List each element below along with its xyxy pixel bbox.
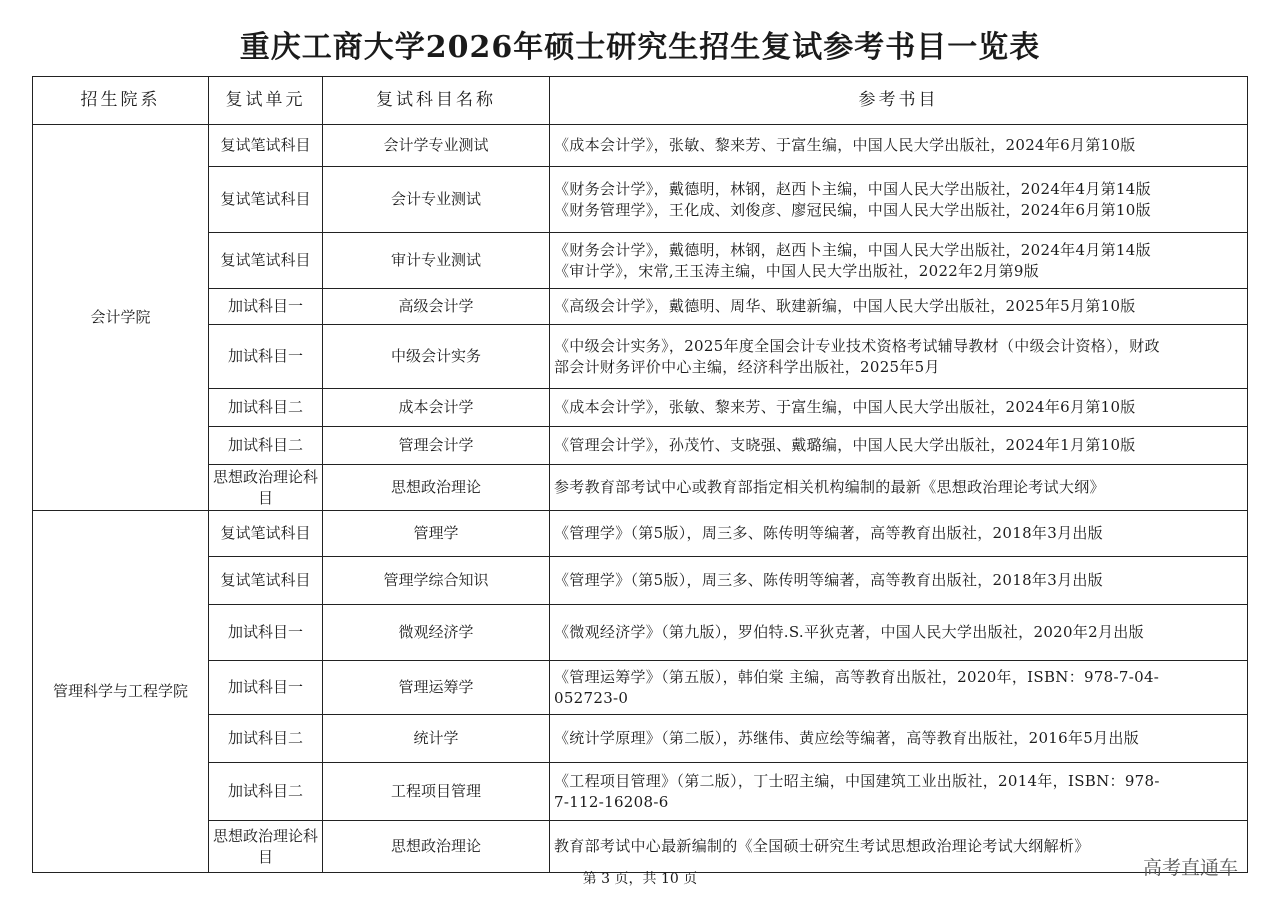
table-row bbox=[33, 427, 1248, 465]
book-line: 《统计学原理》（第二版），苏继伟、黄应绘等编著，高等教育出版社，2016年5月出版 bbox=[554, 729, 1140, 747]
unit-cell: 加试科目一 bbox=[209, 289, 323, 325]
subject-cell: 思想政治理论 bbox=[323, 821, 550, 873]
table-row bbox=[33, 661, 1248, 715]
table-row bbox=[33, 167, 1248, 233]
unit-cell: 复试笔试科目 bbox=[209, 233, 323, 289]
header-subject: 复试科目名称 bbox=[323, 77, 550, 125]
book-line: 《工程项目管理》（第二版），丁士昭主编，中国建筑工业出版社，2014年，ISBN：978- bbox=[554, 771, 1160, 790]
reference-books-table bbox=[32, 76, 1248, 873]
table-row bbox=[33, 389, 1248, 427]
book-line: 《微观经济学》（第九版），罗伯特.S.平狄克著，中国人民大学出版社，2020年2月出版 bbox=[554, 623, 1144, 641]
subject-cell: 高级会计学 bbox=[323, 289, 550, 325]
book-line: 《中级会计实务》，2025年度全国会计专业技术资格考试辅导教材（中级会计资格），财政 bbox=[554, 336, 1160, 355]
subject-cell: 审计专业测试 bbox=[323, 233, 550, 289]
unit-cell: 复试笔试科目 bbox=[209, 557, 323, 605]
subject-cell: 会计学专业测试 bbox=[323, 125, 550, 167]
books-cell bbox=[550, 465, 1248, 511]
book-line: 部会计财务评价中心主编，经济科学出版社，2025年5月 bbox=[554, 357, 940, 376]
book-line: 《财务会计学》，戴德明，林钢，赵西卜主编，中国人民大学出版社，2024年4月第14版 bbox=[554, 179, 1151, 198]
unit-cell: 加试科目二 bbox=[209, 715, 323, 763]
unit-cell: 加试科目二 bbox=[209, 763, 323, 821]
books-cell bbox=[550, 289, 1248, 325]
table-row bbox=[33, 289, 1248, 325]
table-row bbox=[33, 233, 1248, 289]
table-row bbox=[33, 465, 1248, 511]
watermark: 高考直通车 bbox=[1143, 857, 1239, 879]
table-row bbox=[33, 763, 1248, 821]
header-college: 招生院系 bbox=[33, 77, 209, 125]
unit-cell: 复试笔试科目 bbox=[209, 167, 323, 233]
unit-cell: 加试科目一 bbox=[209, 605, 323, 661]
subject-cell: 管理学综合知识 bbox=[323, 557, 550, 605]
subject-cell: 工程项目管理 bbox=[323, 763, 550, 821]
unit-cell: 复试笔试科目 bbox=[209, 125, 323, 167]
books-cell bbox=[550, 125, 1248, 167]
book-line: 《审计学》，宋常,王玉涛主编，中国人民大学出版社，2022年2月第9版 bbox=[554, 261, 1040, 280]
college-cell: 管理科学与工程学院 bbox=[33, 511, 209, 873]
book-line: 7-112-16208-6 bbox=[554, 792, 669, 811]
books-cell bbox=[550, 167, 1248, 233]
page-footer: 第 3 页，共 10 页 bbox=[582, 871, 698, 887]
book-line: 《高级会计学》，戴德明、周华、耿建新编，中国人民大学出版社，2025年5月第10版 bbox=[554, 297, 1136, 315]
table-row bbox=[33, 821, 1248, 873]
books-cell bbox=[550, 427, 1248, 465]
page-title: 重庆工商大学2026年硕士研究生招生复试参考书目一览表 bbox=[239, 30, 1041, 65]
subject-cell: 会计专业测试 bbox=[323, 167, 550, 233]
unit-cell: 加试科目一 bbox=[209, 661, 323, 715]
table-row bbox=[33, 325, 1248, 389]
subject-cell: 管理学 bbox=[323, 511, 550, 557]
books-cell bbox=[550, 715, 1248, 763]
unit-cell: 思想政治理论科目 bbox=[209, 465, 323, 511]
subject-cell: 微观经济学 bbox=[323, 605, 550, 661]
book-line: 《管理运筹学》（第五版），韩伯棠 主编，高等教育出版社，2020年，ISBN：978-7-04- bbox=[554, 667, 1160, 686]
books-cell bbox=[550, 233, 1248, 289]
unit-cell: 思想政治理论科目 bbox=[209, 821, 323, 873]
books-cell bbox=[550, 661, 1248, 715]
table-row bbox=[33, 125, 1248, 167]
book-line: 教育部考试中心最新编制的《全国硕士研究生考试思想政治理论考试大纲解析》 bbox=[554, 837, 1090, 855]
subject-cell: 管理会计学 bbox=[323, 427, 550, 465]
unit-cell: 加试科目二 bbox=[209, 427, 323, 465]
table-row bbox=[33, 557, 1248, 605]
table-body bbox=[33, 125, 1248, 873]
unit-cell: 加试科目二 bbox=[209, 389, 323, 427]
books-cell bbox=[550, 511, 1248, 557]
books-cell bbox=[550, 605, 1248, 661]
subject-cell: 统计学 bbox=[323, 715, 550, 763]
book-line: 《财务会计学》，戴德明，林钢，赵西卜主编，中国人民大学出版社，2024年4月第14版 bbox=[554, 240, 1151, 259]
college-cell: 会计学院 bbox=[33, 125, 209, 511]
book-line: 《成本会计学》，张敏、黎来芳、于富生编，中国人民大学出版社，2024年6月第10版 bbox=[554, 136, 1136, 154]
header-unit: 复试单元 bbox=[209, 77, 323, 125]
book-line: 《管理学》（第5版），周三多、陈传明等编著，高等教育出版社，2018年3月出版 bbox=[554, 524, 1103, 542]
subject-cell: 管理运筹学 bbox=[323, 661, 550, 715]
header-books: 参考书目 bbox=[550, 77, 1248, 125]
book-line: 《管理会计学》，孙茂竹、支晓强、戴璐编，中国人民大学出版社，2024年1月第10版 bbox=[554, 436, 1136, 454]
table-row bbox=[33, 715, 1248, 763]
book-line: 《成本会计学》，张敏、黎来芳、于富生编，中国人民大学出版社，2024年6月第10版 bbox=[554, 398, 1136, 416]
unit-cell: 加试科目一 bbox=[209, 325, 323, 389]
book-line: 《财务管理学》，王化成、刘俊彦、廖冠民编，中国人民大学出版社，2024年6月第10版 bbox=[554, 200, 1151, 219]
unit-cell: 复试笔试科目 bbox=[209, 511, 323, 557]
subject-cell: 成本会计学 bbox=[323, 389, 550, 427]
books-cell bbox=[550, 325, 1248, 389]
table-row bbox=[33, 605, 1248, 661]
book-line: 052723-0 bbox=[554, 688, 629, 707]
books-cell bbox=[550, 389, 1248, 427]
table-row bbox=[33, 511, 1248, 557]
table-header-row bbox=[33, 77, 1248, 125]
books-cell bbox=[550, 557, 1248, 605]
subject-cell: 思想政治理论 bbox=[323, 465, 550, 511]
subject-cell: 中级会计实务 bbox=[323, 325, 550, 389]
book-line: 《管理学》（第5版），周三多、陈传明等编著，高等教育出版社，2018年3月出版 bbox=[554, 571, 1103, 589]
book-line: 参考教育部考试中心或教育部指定相关机构编制的最新《思想政治理论考试大纲》 bbox=[554, 478, 1105, 496]
books-cell bbox=[550, 763, 1248, 821]
